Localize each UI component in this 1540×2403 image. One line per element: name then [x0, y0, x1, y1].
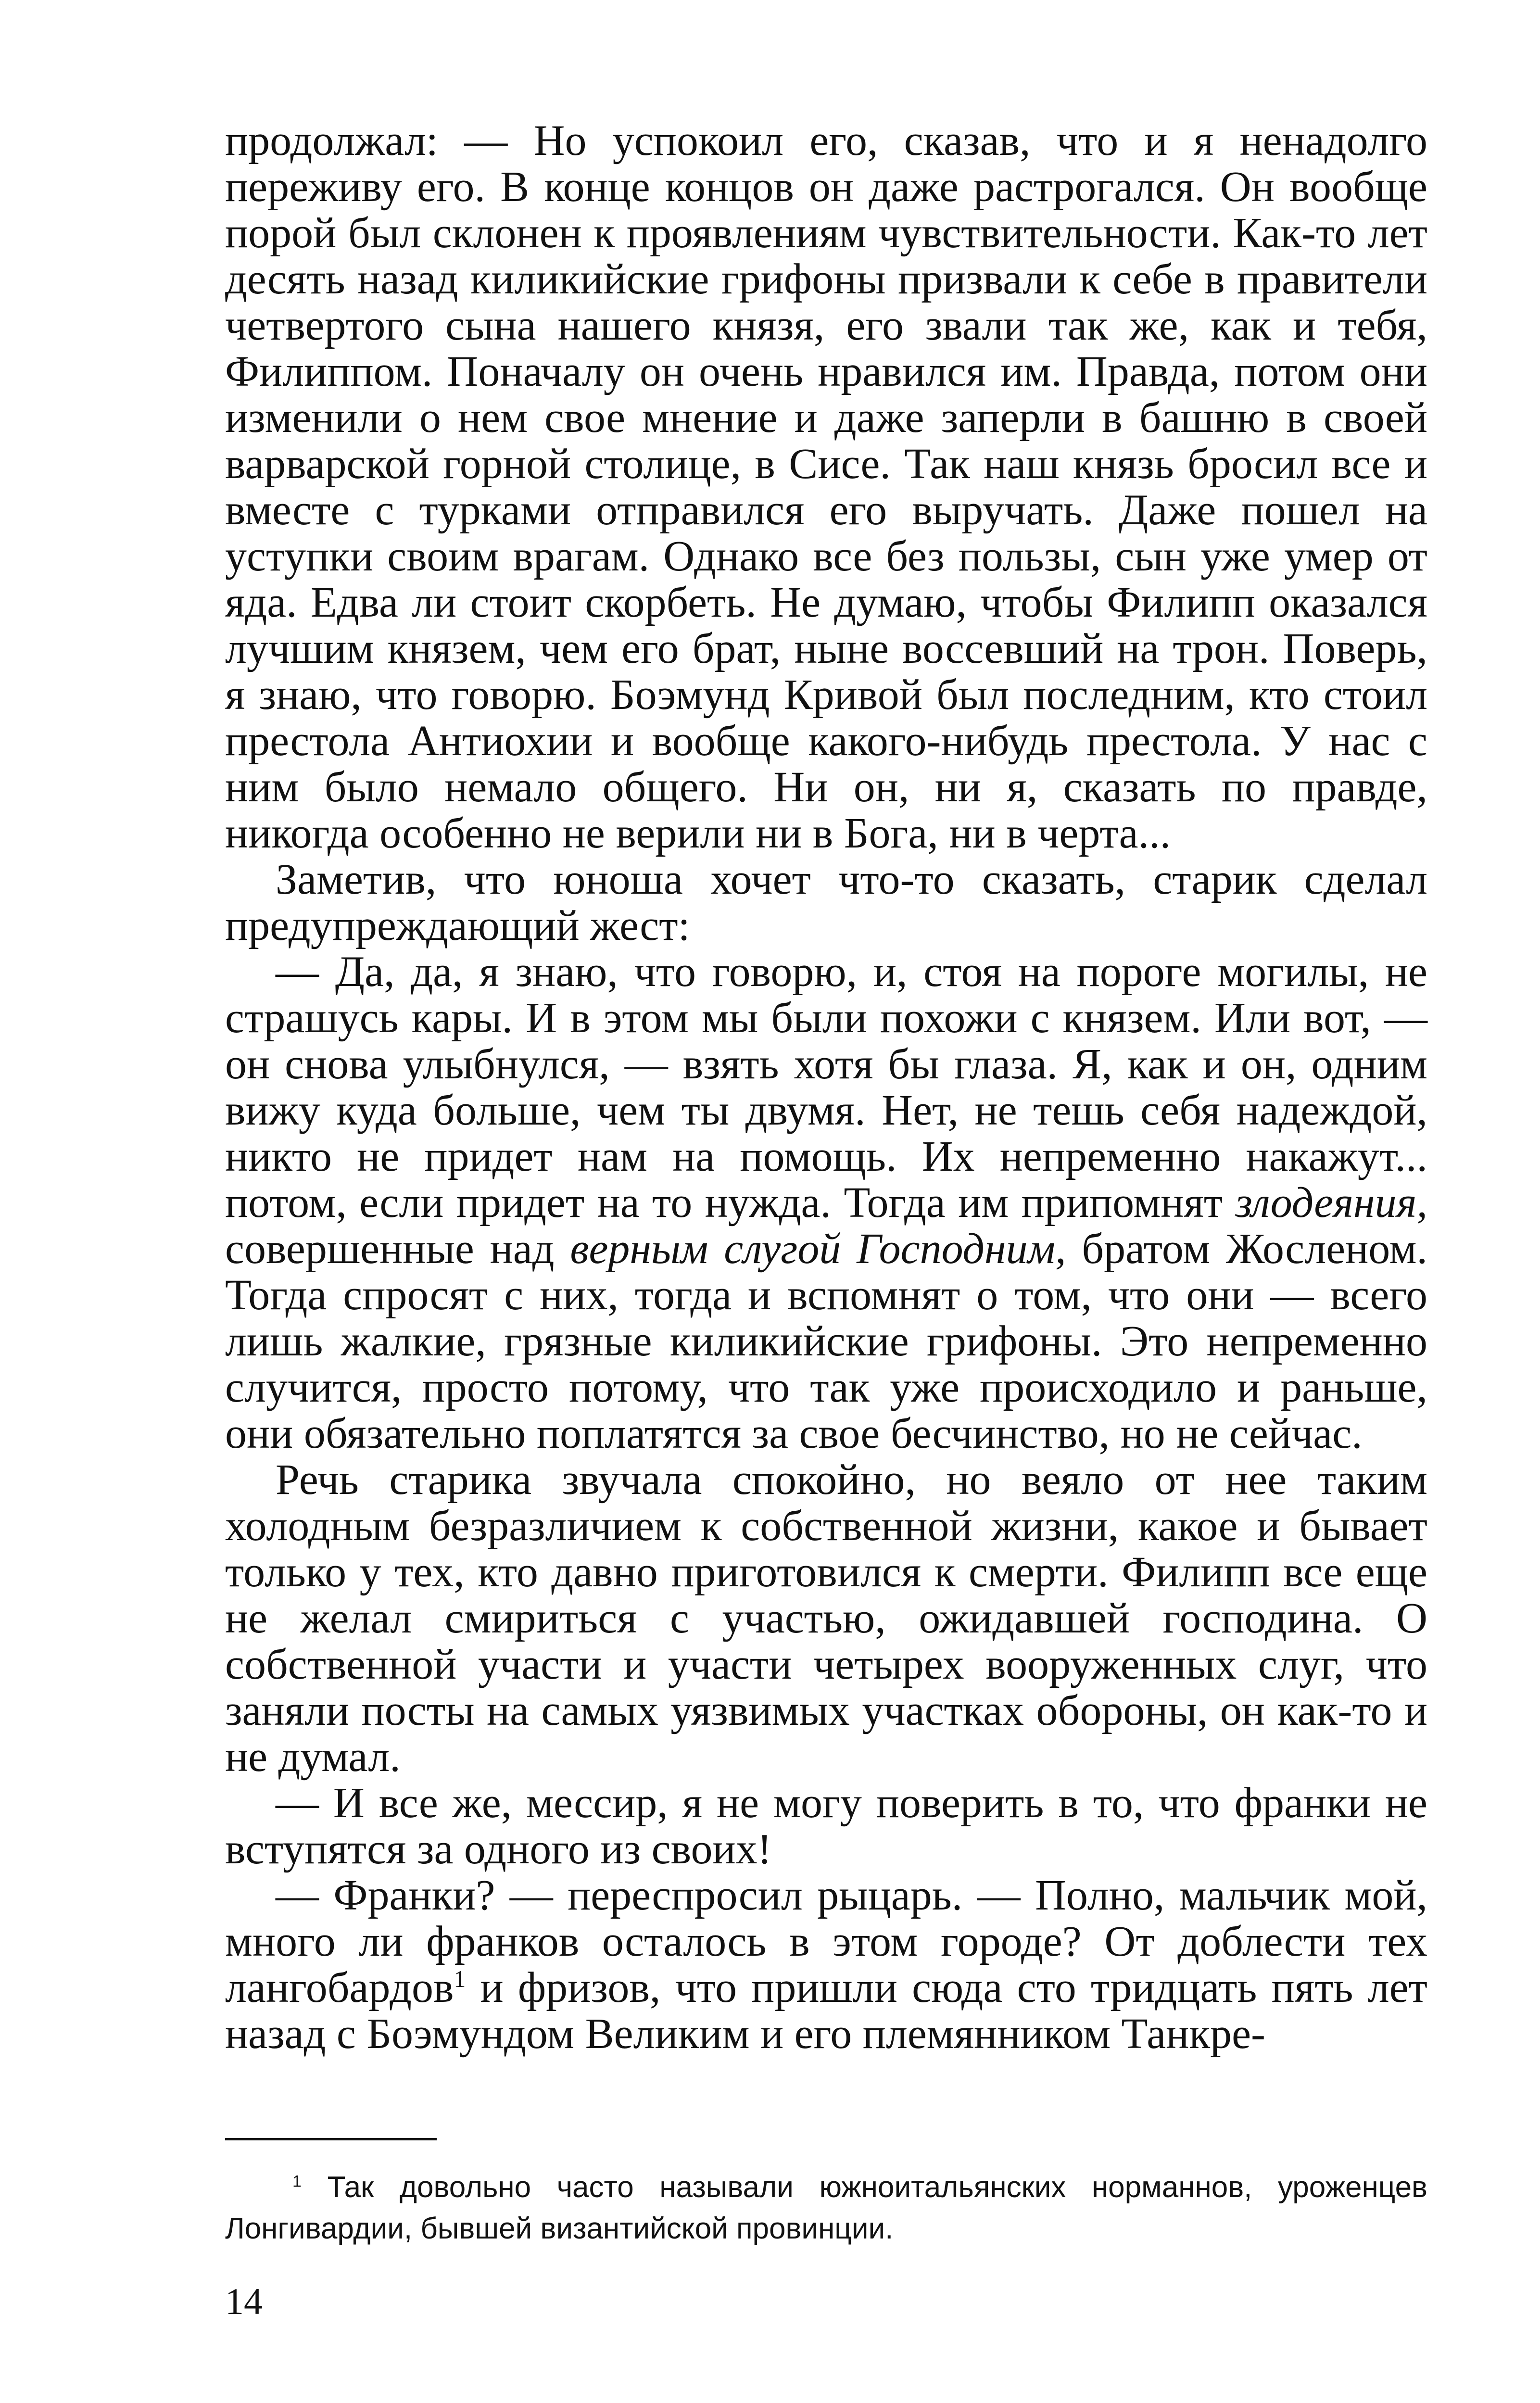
footnote — [225, 2167, 1427, 2250]
footnote-marker: 1 — [292, 2172, 302, 2191]
footnote-divider — [225, 2138, 437, 2140]
paragraph-6-text-b: и фризов, что пришли сюда сто тридцать пять лет назад с Боэмундом Великим и его племянником Танкре- — [225, 1964, 1427, 2058]
footnote-text: Так довольно часто называли южноитальянских норманнов, уроженцев Лонгивардии, бывшей византийской провинции. — [225, 2171, 1427, 2245]
paragraph-2: Заметив, что юноша хочет что-то сказать, старик сделал предупреждающий жест: — [225, 856, 1427, 949]
paragraph-5: — И все же, мессир, я не могу поверить в то, что франки не вступятся за одного из своих! — [225, 1779, 1427, 1873]
paragraph-6 — [225, 1872, 1427, 2057]
italic-phrase-servant: верным слугой Господним, — [570, 1225, 1066, 1273]
page-number: 14 — [225, 2280, 263, 2322]
main-text — [225, 118, 1427, 2057]
paragraph-6-text-a: — Франки? — переспросил рыцарь. — Полно, мальчик мой, много ли франков осталось в этом городе? От доблести тех лангобардов — [225, 1872, 1427, 2011]
paragraph-3-text-c: братом Жосленом. Тогда спросят с них, тогда и вспомнят о том, что они — всего лишь жалкие, грязные киликийские грифоны. Это непременно случится, просто потому, что так уже происходило и раньше, они обязательно поплатятся за свое бесчинство, но не сейчас. — [225, 1225, 1427, 1457]
paragraph-4: Речь старика звучала спокойно, но веяло от нее таким холодным безразличием к собственной жизни, какое и бывает только у тех, кто давно приготовился к смерти. Филипп все еще не желал смириться с участью, ожидавшей господина. О собственной участи и участи четырех вооруженных слуг, что заняли посты на самых уязвимых участках обороны, он как-то и не думал. — [225, 1456, 1427, 1781]
paragraph-3 — [225, 949, 1427, 1457]
paragraph-1: продолжал: — Но успокоил его, сказав, что и я ненадолго переживу его. В конце концов он даже растрогался. Он вообще порой был склонен к проявлениям чувствительности. Как-то лет десять назад киликийские грифоны призвали к себе в правители четвертого сына нашего князя, его звали так же, как и тебя, Филиппом. Поначалу он очень нравился им. Правда, потом они изменили о нем свое мнение и даже заперли в башню в своей варварской горной столице, в Сисе. Так наш князь бросил все и вместе с турками отправился его выручать. Даже пошел на уступки своим врагам. Однако все без пользы, сын уже умер от яда. Едва ли стоит скорбеть. Не думаю, чтобы Филипп оказался лучшим князем, чем его брат, ныне воссевший на трон. Поверь, я знаю, что говорю. Боэмунд Кривой был последним, кто стоил престола Антиохии и вообще какого-нибудь престола. У нас с ним было немало общего. Ни он, ни я, сказать по правде, никогда особенно не верили ни в Бога, ни в черта... — [225, 117, 1427, 857]
paragraph-3-text-a: — Да, да, я знаю, что говорю, и, стоя на пороге могилы, не страшусь кары. И в этом мы были похожи с князем. Или вот, — он снова улыбнулся, — взять хотя бы глаза. Я, как и он, одним вижу куда больше, чем ты двумя. Нет, не тешь себя надеждой, никто не придет нам на помощь. Их непременно накажут... потом, если придет на то нужда. Тогда им припомнят — [225, 948, 1427, 1227]
italic-phrase-crimes: злодеяния, — [1235, 1179, 1427, 1227]
paragraph-3-text-b: совершенные над — [225, 1225, 570, 1273]
footnote-reference: 1 — [454, 1966, 466, 1992]
